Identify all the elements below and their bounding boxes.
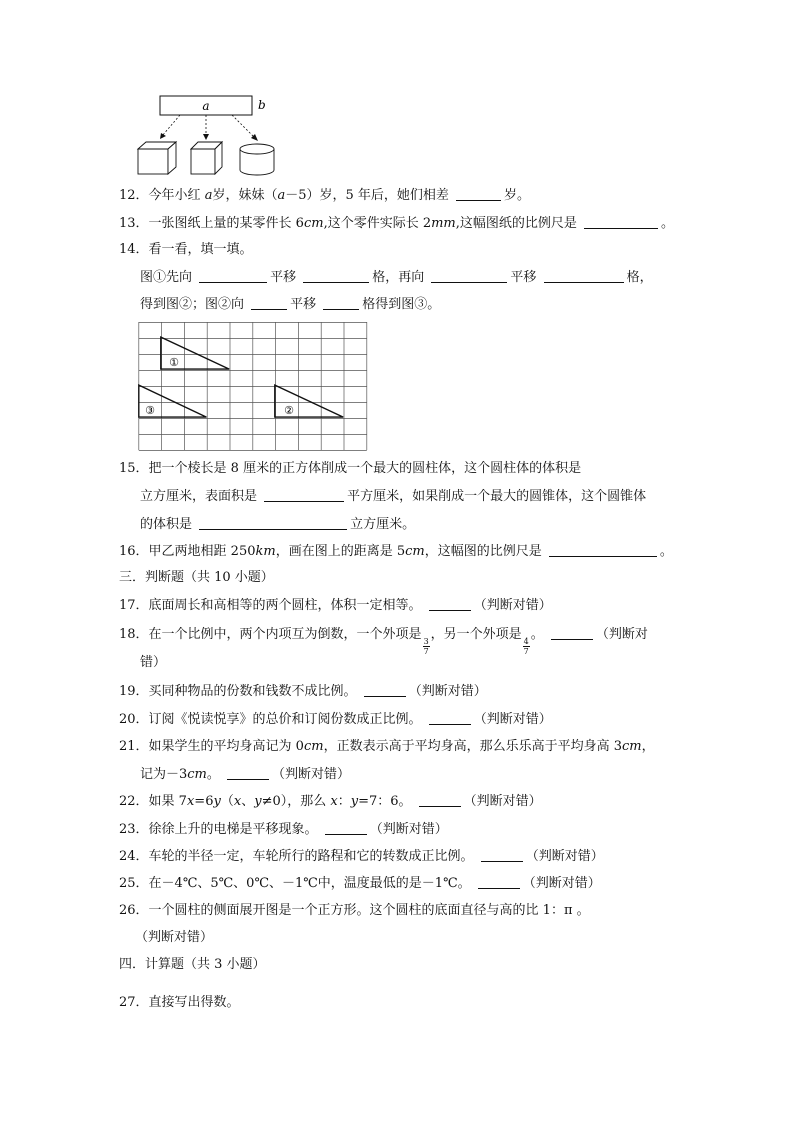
answer-blank[interactable] [431, 268, 507, 283]
question-17: 17．底面周长和高相等的两个圆柱，体积一定相等。 （判断对错） [119, 598, 552, 613]
answer-blank[interactable] [419, 792, 461, 807]
triangle-2-label: ② [284, 404, 294, 417]
cube-shape-2 [191, 142, 222, 174]
question-22: 22．如果 7x=6y（x、y≠0），那么 x：y=7：6。 （判断对错） [119, 794, 542, 809]
fraction-four-sevenths: $\frac{4}{7}$ [523, 637, 529, 656]
answer-blank[interactable] [584, 214, 658, 229]
answer-blank[interactable] [227, 765, 269, 780]
question-21-line1: 21．如果学生的平均身高记为 0cm，正数表示高于平均身高，那么乐乐高于平均身高 3cm， [119, 739, 655, 754]
question-19: 19．买同种物品的份数和钱数不成比例。 （判断对错） [119, 684, 487, 699]
arrow-right [232, 115, 255, 138]
arrow-left [162, 115, 180, 136]
section-3-heading: 三．判断题（共 10 小题） [119, 570, 274, 585]
triangle-1-label: ① [169, 356, 179, 369]
question-26-line2: （判断对错） [135, 930, 214, 945]
answer-blank[interactable] [481, 847, 523, 862]
answer-blank[interactable] [323, 295, 359, 310]
answer-blank[interactable] [549, 542, 657, 557]
question-14-line2: 图①先向 平移 格，再向 平移 格， [140, 270, 653, 285]
answer-blank[interactable] [364, 682, 406, 697]
answer-blank[interactable] [325, 820, 367, 835]
solids-diagram [130, 92, 280, 180]
triangle-3-label: ③ [145, 404, 155, 417]
question-26-line1: 26．一个圆柱的侧面展开图是一个正方形。这个圆柱的底面直径与高的比 1：π 。 [119, 903, 590, 918]
answer-blank[interactable] [303, 268, 369, 283]
answer-blank[interactable] [429, 596, 471, 611]
section-4-heading: 四．计算题（共 3 小题） [119, 957, 266, 972]
question-25: 25．在－4℃、5℃、0℃、－1℃中，温度最低的是－1℃。 （判断对错） [119, 876, 601, 891]
question-24: 24．车轮的半径一定，车轮所行的路程和它的转数成正比例。 （判断对错） [119, 849, 604, 864]
answer-blank[interactable] [544, 268, 624, 283]
answer-blank[interactable] [199, 268, 267, 283]
question-14-title: 14．看一看，填一填。 [119, 242, 253, 257]
answer-blank[interactable] [478, 874, 520, 889]
question-20: 20．订阅《悦读悦享》的总价和订阅份数成正比例。 （判断对错） [119, 712, 552, 727]
question-15-line3: 的体积是 立方厘米。 [140, 517, 416, 532]
cylinder-shape [240, 144, 274, 175]
label-a: a [202, 99, 210, 113]
question-14-line3: 得到图②；图②向 平移 格得到图③。 [140, 297, 441, 312]
question-12: 12．今年小红 a岁，妹妹（a－5）岁，5 年后，她们相差 岁。 [119, 188, 531, 203]
question-18-line2: 错） [140, 655, 167, 670]
question-21-line2: 记为－3cm。 （判断对错） [140, 767, 351, 782]
question-23: 23．徐徐上升的电梯是平移现象。 （判断对错） [119, 822, 448, 837]
label-b: b [258, 98, 266, 112]
answer-blank[interactable] [429, 710, 471, 725]
answer-blank[interactable] [551, 625, 593, 640]
answer-blank[interactable] [264, 487, 344, 502]
fraction-three-sevenths: $\frac{3}{7}$ [423, 637, 429, 656]
translation-grid [138, 322, 368, 452]
question-15-line1: 15．把一个棱长是 8 厘米的正方体削成一个最大的圆柱体，这个圆柱体的体积是 [119, 461, 582, 476]
question-13: 13．一张图纸上量的某零件长 6cm,这个零件实际长 2mm,这幅图纸的比例尺是 。 [119, 216, 675, 231]
answer-blank[interactable] [251, 295, 287, 310]
question-16: 16．甲乙两地相距 250km，画在图上的距离是 5cm，这幅图的比例尺是 。 [119, 544, 673, 559]
cube-shape-1 [138, 142, 176, 174]
question-27: 27．直接写出得数。 [119, 995, 240, 1010]
question-18-line1: 18．在一个比例中，两个内项互为倒数，一个外项是 $\frac{3}{7}$ ，另一个外项是 $\frac{4}{7}$ 。 （判断对 [119, 627, 648, 656]
answer-blank[interactable] [456, 186, 501, 201]
question-15-line2: 立方厘米，表面积是 平方厘米，如果削成一个最大的圆锥体，这个圆锥体 [140, 489, 647, 504]
answer-blank[interactable] [199, 515, 347, 530]
